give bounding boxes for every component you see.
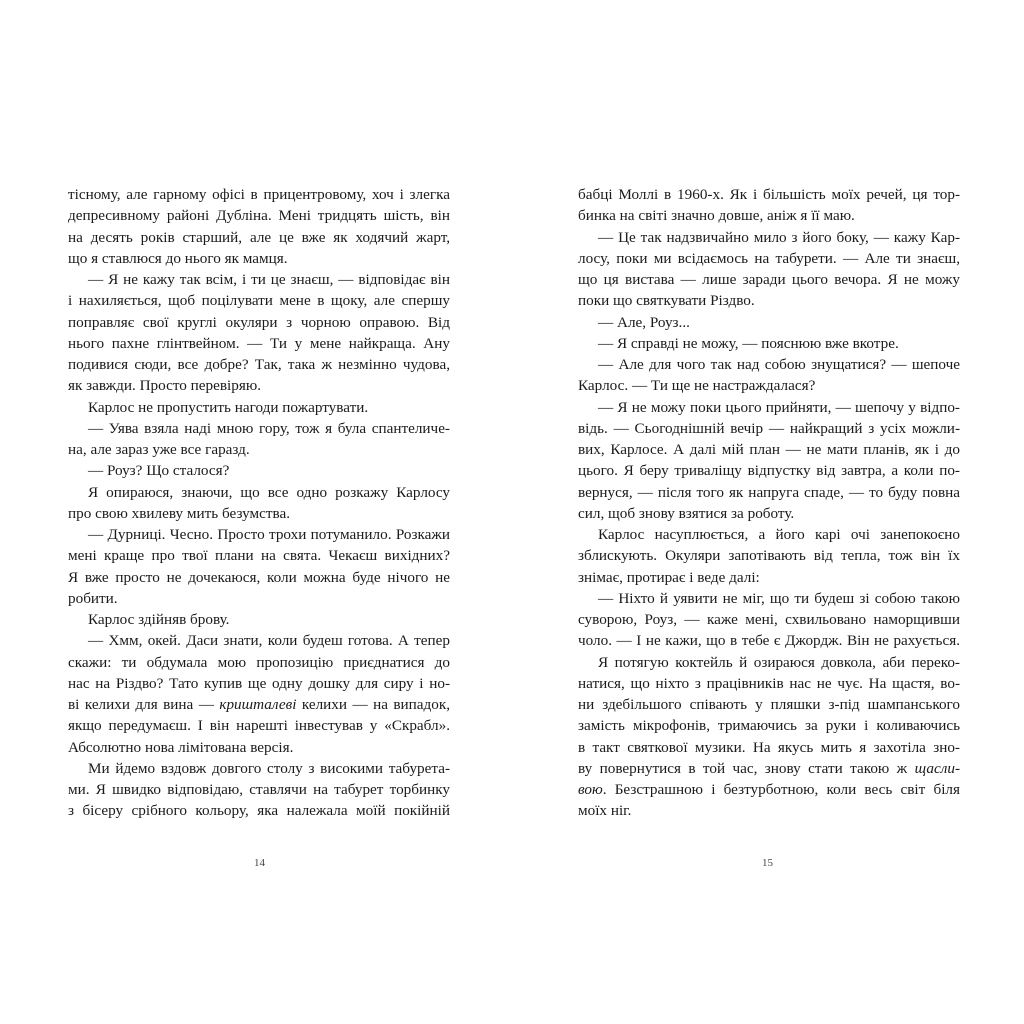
text-line: подивися сюди, все добре? Так, така ж незмінно чудова, <box>68 356 450 373</box>
text-line: — Хмм, окей. Даси знати, коли будеш готова. А тепер <box>88 632 450 650</box>
text-line: — Ніхто й уявити не міг, що ти будеш зі собою такою <box>598 589 960 607</box>
text-line: Абсолютно нова лімітована версія. <box>68 738 294 756</box>
text-line: — Я справді не можу, — пояснюю вже вкотре. <box>598 334 899 352</box>
text-line: — Це так надзвичайно мило з його боку, — кажу Кар- <box>598 228 960 246</box>
text-line: замість мікрофонів, тримаючись за руки і коливаючись <box>578 717 960 735</box>
text-line: ві келихи для вина — кришталеві келихи — на випадок, <box>68 696 450 713</box>
text-line: вих, Карлосе. А далі мій план — не мати планів, як і до <box>578 441 960 458</box>
text-line: моїх ніг. <box>578 802 632 820</box>
text-line: скажи: ти обдумала мою пропозицію приєднатися до <box>68 653 450 671</box>
text-line: — Я не можу поки цього прийняти, — шепочу у відпо- <box>598 398 960 416</box>
text-line: робити. <box>68 589 118 607</box>
text-line: як завжди. Просто перевіряю. <box>68 377 261 395</box>
text-line: про свою хвилеву мить безумства. <box>68 504 291 522</box>
text-line: — Я не кажу так всім, і ти це знаєш, — відповідає він <box>88 271 450 288</box>
italic-word: кришталеві <box>219 696 297 713</box>
text-line: ву повернутися в той час, знову стати такою ж щасли- <box>578 759 960 777</box>
text-line: натися, що ніхто з працівників нас не чує. На щастя, во- <box>578 674 960 692</box>
text-line: нас на Різдво? Тато купив ще одну дошку для сиру і но- <box>68 674 450 692</box>
text-line: нього пахне глінтвейном. — Ти у мене найкраща. Ану <box>68 334 450 352</box>
text-line: поки що святкувати Різдво. <box>578 292 755 310</box>
text-line: — Дурниці. Чесно. Просто трохи потуманило. Розкажи <box>88 526 450 543</box>
text-line: поправляє свої круглі окуляри з чорною оправою. Від <box>68 313 450 331</box>
text-line: на, але зараз уже все гаразд. <box>68 441 250 458</box>
text-line: Я вже просто не дочекаюся, коли можна буде нічого не <box>68 568 450 586</box>
text-line: — Уява взяла наді мною гору, тож я була спантеличе- <box>88 419 450 437</box>
text-line: ни здебільшого співають у пляшки з-під шампанського <box>578 696 960 713</box>
text-line: вою. Безстрашною і безтурботною, коли весь світ біля <box>578 781 960 798</box>
text-line: Карлос. — Ти ще не настраждалася? <box>578 377 816 395</box>
text-line: бабці Моллі в 1960-х. Як і більшість моїх речей, ця тор- <box>578 186 960 203</box>
italic-word: вою <box>578 781 603 798</box>
text-line: мені краще про твої плани на свята. Чекаєш вихідних? <box>68 547 450 565</box>
text-line: Карлос здійняв брову. <box>88 611 230 628</box>
italic-word: щасли- <box>914 759 960 777</box>
text-line: на десять років старший, але це вже як ходячий жарт, <box>68 228 450 246</box>
page-number-right: 15 <box>762 857 773 869</box>
text-line: лосу, поки ми всідаємось на табурети. — Але ти знаєш, <box>578 249 960 267</box>
text-line: і нахиляється, щоб поцілувати мене в щоку, але спершу <box>68 292 450 310</box>
text-line: в такт святкової музики. На якусь мить я захотіла зно- <box>578 738 960 756</box>
text-line: вернуся, — після того як напруга спаде, — то буду повна <box>578 483 960 501</box>
right-page-text <box>578 184 960 822</box>
page-number-left: 14 <box>254 857 265 869</box>
text-line: Карлос не пропустить нагоди пожартувати. <box>88 398 369 416</box>
text-line: Ми йдемо вздовж довгого столу з високими табурета- <box>88 759 450 777</box>
text-line: якщо передумаєш. І він нарешті інвестував у «Скрабл». <box>68 717 450 735</box>
text-line: бинка на світі значно довше, аніж я її маю. <box>578 207 855 225</box>
text-line: з бісеру срібного кольору, яка належала моїй покійній <box>68 802 450 820</box>
text-line: Карлос насуплюється, а його карі очі занепокоєно <box>598 526 960 543</box>
text-line: знімає, протирає і веде далі: <box>578 568 760 586</box>
text-line: депресивному районі Дубліна. Мені тридцять шість, він <box>68 207 450 225</box>
text-line: чоло. — І не кажи, що в тебе є Джордж. Він не рахується. <box>578 632 960 650</box>
text-line: — Але для чого так над собою знущатися? — шепоче <box>598 356 960 373</box>
text-line: що я ставлюся до нього як мамця. <box>68 249 288 267</box>
text-line: — Але, Роуз... <box>598 313 690 331</box>
text-line: суворою, Роуз, — каже мені, схвильовано наморщивши <box>578 611 960 628</box>
text-line: ми. Я швидко відповідаю, ставлячи на табурет торбинку <box>68 781 450 798</box>
text-line: що ця вистава — лише заради цього вечора. Я не можу <box>578 271 960 288</box>
text-line: цього. Я беру триваліщу відпустку від завтра, а коли по- <box>578 462 960 480</box>
text-line: — Роуз? Що сталося? <box>88 462 230 480</box>
left-page-text <box>68 184 450 822</box>
text-line: Я потягую коктейль й озираюся довкола, аби переко- <box>598 653 960 671</box>
text-line: зблискують. Окуляри запотівають від тепла, тож він їх <box>578 547 960 565</box>
text-line: тісному, але гарному офісі в прицентровому, хоч і злегка <box>68 186 450 203</box>
text-line: сил, щоб знову взятися за роботу. <box>578 504 795 522</box>
text-line: відь. — Сьогоднішній вечір — найкращий з усіх можли- <box>578 419 960 437</box>
text-line: Я опираюся, знаючи, що все одно розкажу Карлосу <box>88 483 450 501</box>
